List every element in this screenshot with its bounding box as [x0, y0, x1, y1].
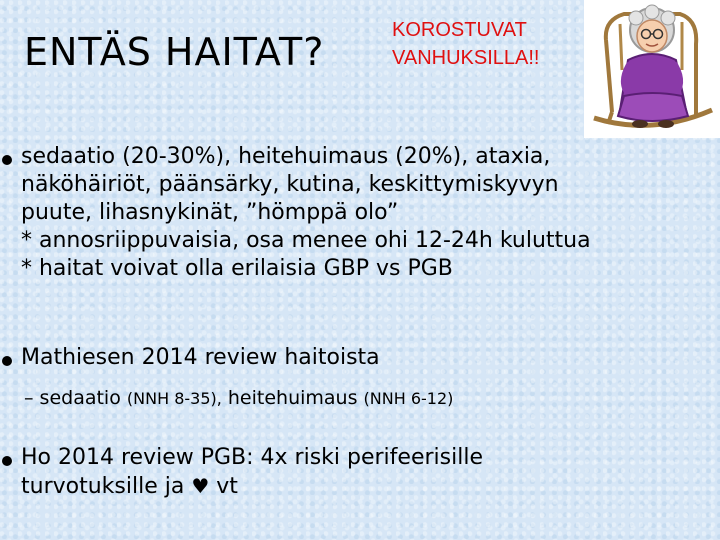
bullet-dot-icon [2, 456, 12, 466]
bullet-text-line: * annosriippuvaisia, osa menee ohi 12-24h kuluttua [21, 228, 591, 253]
bullet-dot-icon [2, 356, 12, 366]
sub-point [24, 384, 453, 413]
sub-point-text: heitehuimaus [227, 387, 358, 409]
bullet-item [2, 444, 483, 501]
bullet-dot-icon [2, 155, 12, 165]
bullet-text-line: sedaatio (20-30%), heitehuimaus (20%), ataxia, [21, 144, 551, 169]
sub-point-text: (NNH 8-35), [126, 389, 222, 408]
bullet-text-line: näköhäiriöt, päänsärky, kutina, keskittymiskyvyn [21, 172, 559, 197]
bullet-text-line: puute, lihasnykinät, ”hömppä olo” [21, 200, 399, 225]
sub-point-text: sedaatio [39, 387, 121, 409]
sub-point-text: (NNH 6-12) [363, 389, 454, 408]
bullet-item [2, 143, 591, 283]
heart-icon: ♥ [191, 474, 210, 498]
highlight-note [392, 16, 539, 72]
page-title: ENTÄS HAITAT? [24, 30, 325, 74]
bullet-text-segment: vt [216, 474, 238, 499]
bullet-text-line: Mathiesen 2014 review haitoista [21, 345, 380, 370]
bullet-text-line: Ho 2014 review PGB: 4x riski perifeerisille [21, 445, 483, 470]
elderly-woman-rocking-chair-icon [584, 0, 720, 138]
highlight-note-line: VANHUKSILLA!! [392, 47, 540, 69]
sub-point-dash: – [24, 387, 34, 409]
bullet-text-line: * haitat voivat olla erilaisia GBP vs PGB [21, 256, 453, 281]
bullet-text-segment: turvotuksille ja [21, 474, 185, 499]
highlight-note-line: KOROSTUVAT [392, 19, 527, 41]
bullet-text-line [21, 472, 483, 501]
bullet-item [2, 344, 380, 372]
